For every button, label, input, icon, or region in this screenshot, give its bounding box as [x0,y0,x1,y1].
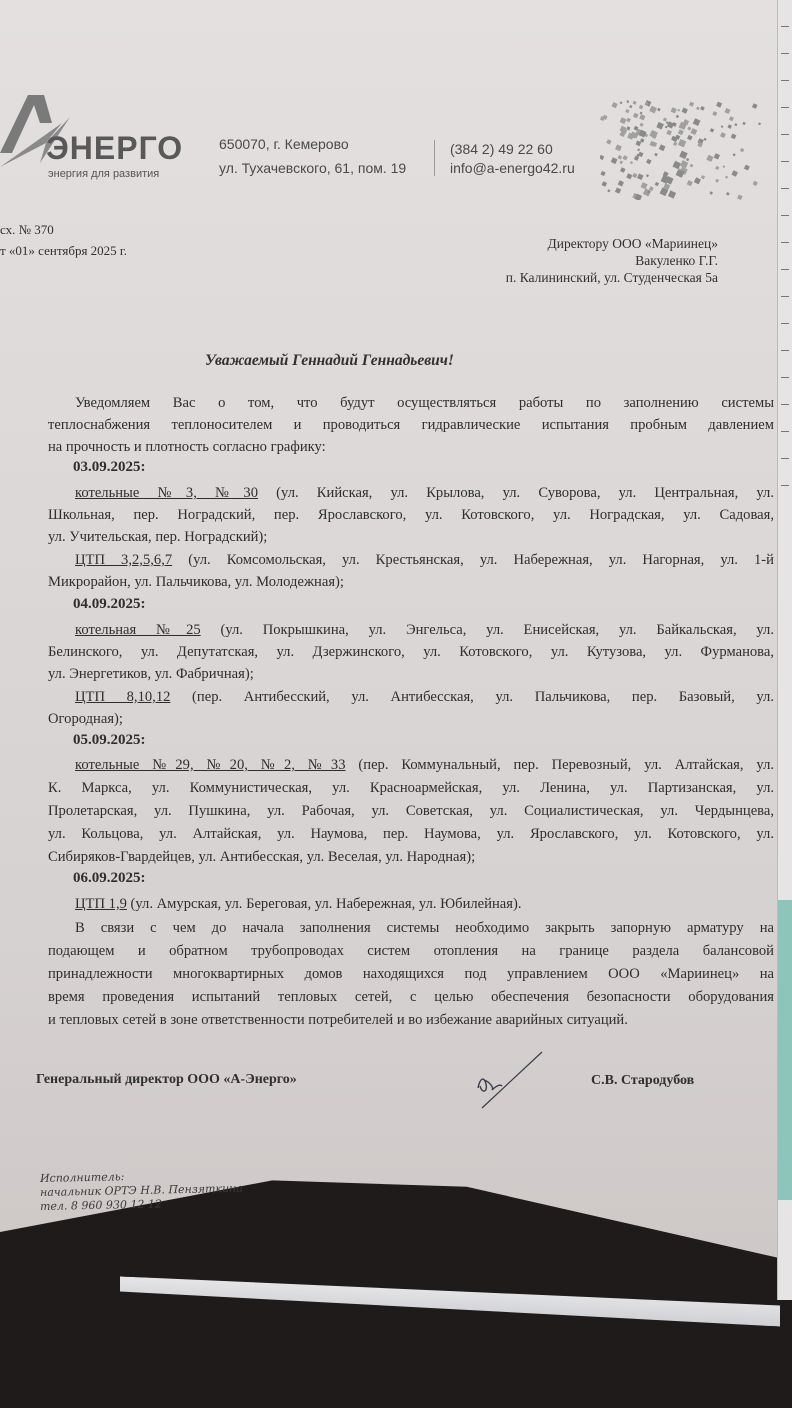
decorative-pixel-pattern-icon [600,100,770,200]
street-list: (ул. Покрышкина, ул. Энгельса, ул. Енисейская, ул. Байкальская, ул. [200,622,774,638]
object-name: котельная №25 [75,622,201,638]
recipient-name: Вакуленко Г.Г. [635,253,718,268]
schedule-line [48,686,774,708]
outgoing-date: т «01» сентября 2025 г. [0,243,128,258]
schedule-line [48,482,774,504]
schedule-line: Пролетарская, ул. Пушкина, ул. Рабочая, ул. Советская, ул. Социалистическая, ул. Чердынцева, [48,803,774,819]
schedule-line: ул. Кольцова, ул. Алтайская, ул. Наумова, пер. Наумова, ул. Ярославского, ул. Котовского, ул. [48,826,774,842]
closing-line: время проведения испытаний тепловых сетей, с целью обеспечения безопасности оборудования [48,989,774,1005]
closing-line: принадлежности многоквартирных домов находящихся под управлением ООО «Мариинец» на [48,966,774,982]
executor-name: начальник ОРТЭ Н.В. Пензяткина [39,1181,244,1199]
closing-line: В связи с чем до начала заполнения системы необходимо закрыть запорную арматуру на [75,920,774,936]
schedule-line [48,619,774,641]
street-list: (пер. Антибесский, ул. Антибесская, ул. Пальчикова, пер. Базовый, ул. [170,689,774,705]
schedule-line: Микрорайон, ул. Пальчикова, ул. Молодежная); [48,574,344,590]
street-list: (ул. Амурская, ул. Береговая, ул. Набережная, ул. Юбилейная). [126,896,522,912]
company-address-city: 650070, г. Кемерово [219,136,349,152]
intro-line: Уведомляем Вас о том, что будут осуществляться работы по заполнению системы [75,395,774,411]
street-list: (пер. Коммунальный, пер. Перевозный, ул. Алтайская, ул. [345,757,774,773]
object-name: котельные №3, №30 [75,485,259,501]
schedule-date: 06.09.2025: [73,870,146,886]
recipient-address: п. Калининский, ул. Студенческая 5а [505,270,718,285]
schedule-date: 04.09.2025: [73,596,146,612]
salutation: Уважаемый Геннадий Геннадьевич! [205,352,454,369]
executor-label: Исполнитель: [39,1170,125,1185]
intro-line: на прочность и плотность согласно графику: [48,439,326,455]
schedule-line: Сибиряков-Гвардейцев, ул. Антибесская, ул. Веселая, ул. Народная); [48,849,476,865]
company-email[interactable]: info@a-energo42.ru [450,160,575,176]
logo-tagline: энергия для развития [48,168,160,180]
signatory-name: С.В. Стародубов [591,1073,695,1088]
schedule-line: К. Маркса, ул. Коммунистическая, ул. Красноармейская, ул. Ленина, ул. Партизанская, ул. [48,780,774,796]
executor-phone: тел. 8 960 930 12 12 [39,1197,163,1213]
schedule-line: ул. Энергетиков, ул. Фабричная); [48,666,254,682]
handwritten-signature-icon [470,1050,550,1110]
company-address-street: ул. Тухачевского, 61, пом. 19 [219,160,407,176]
street-list: (ул. Кийская, ул. Крылова, ул. Суворова, ул. Центральная, ул. [258,485,774,501]
paper-stack-edge [120,1273,780,1326]
outgoing-number: сх. № 370 [0,222,54,237]
signatory-position: Генеральный директор ООО «А-Энерго» [36,1072,297,1087]
schedule-line [48,549,774,571]
header-divider [434,140,435,176]
logo-text: ЭНЕРГО [46,130,184,166]
schedule-line [48,754,774,776]
schedule-line: ул. Учительская, пер. Ноградский); [48,529,268,545]
schedule-line [48,893,774,915]
schedule-line: Школьная, пер. Ноградский, пер. Ярославского, ул. Котовского, ул. Ноградская, ул. Садовая, [48,507,774,523]
intro-line: теплоснабжения теплоносителем и проводиться гидравлические испытания пробным давлением [48,417,774,433]
schedule-line: Огородная); [48,711,123,727]
closing-line: подающем и обратном трубопроводах систем отопления на границе раздела балансовой [48,943,774,959]
background-object [778,900,792,1200]
object-name: ЦТП 8,10,12 [75,689,171,705]
object-name: ЦТП 1,9 [75,896,127,912]
street-list: (ул. Комсомольская, ул. Крестьянская, ул. Набережная, ул. Нагорная, ул. 1-й [172,552,774,568]
schedule-date: 05.09.2025: [73,732,146,748]
company-phone: (384 2) 49 22 60 [450,141,553,157]
schedule-date: 03.09.2025: [73,459,146,475]
object-name: ЦТП 3,2,5,6,7 [75,552,173,568]
object-name: котельные №29, №20, №2, №33 [75,757,346,773]
schedule-line: Белинского, ул. Депутатская, ул. Дзержинского, ул. Котовского, ул. Кутузова, ул. Фурманова, [48,644,774,660]
recipient-title: Директору ООО «Мариинец» [547,236,718,251]
closing-line: и тепловых сетей в зоне ответственности потребителей и во избежание аварийных ситуаций. [48,1012,628,1028]
